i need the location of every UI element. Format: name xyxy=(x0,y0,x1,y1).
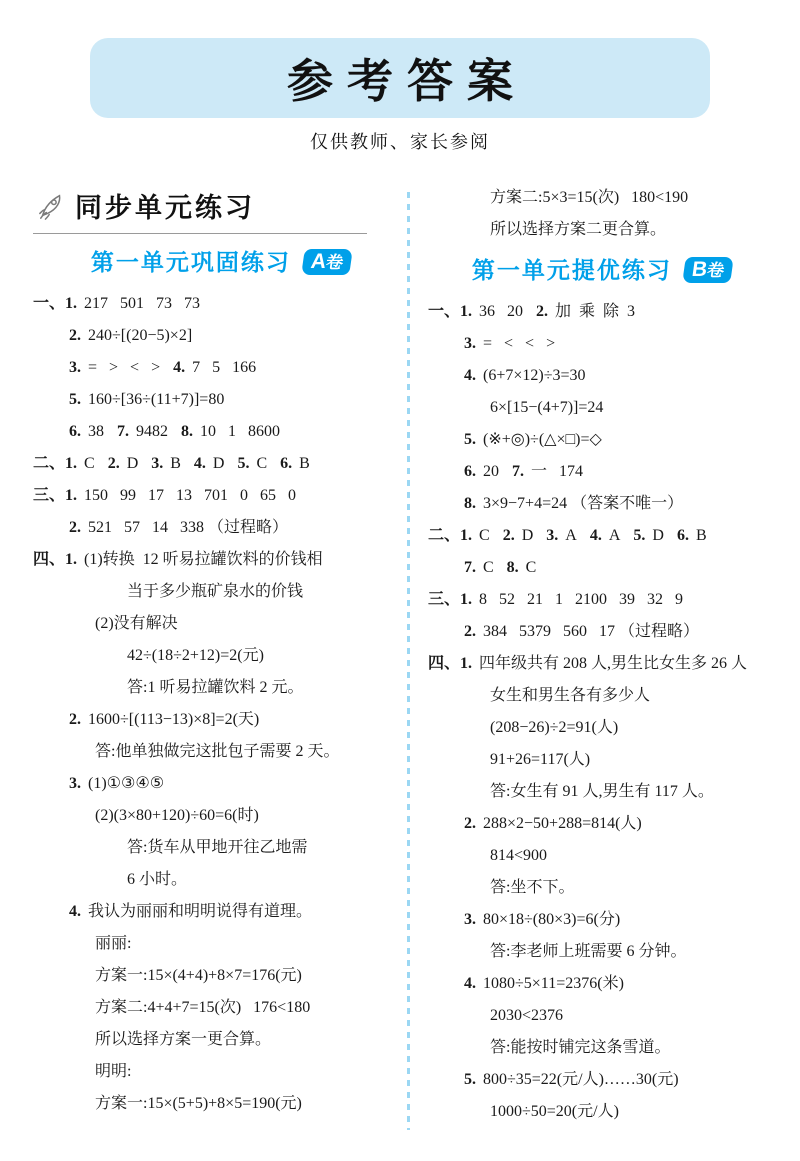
answer-number: 5. xyxy=(237,455,250,472)
answer-text: 四年级共有 208 人,男生比女生多 26 人 xyxy=(479,655,748,672)
answer-text: 答:能按时铺完这条雪道。 xyxy=(490,1039,671,1056)
answer-number: 6. xyxy=(464,463,476,480)
answer-text: 240÷[(20−5)×2] xyxy=(88,327,193,344)
section-header xyxy=(33,182,367,234)
answer-line xyxy=(428,616,776,648)
answer-number: 一、1. xyxy=(428,303,473,320)
answer-text: 答:1 听易拉罐饮料 2 元。 xyxy=(127,679,304,696)
unit-heading xyxy=(428,250,776,294)
answer-number: 二、1. xyxy=(33,455,78,472)
answer-text: = < < > xyxy=(483,335,556,352)
answer-text: 814<900 xyxy=(490,847,548,864)
answer-number: 8. xyxy=(464,495,476,512)
unit-heading xyxy=(33,242,409,286)
answer-line xyxy=(33,768,409,800)
answer-line xyxy=(33,800,409,832)
answer-line xyxy=(428,360,776,392)
answer-line xyxy=(428,744,776,776)
answer-number: 二、1. xyxy=(428,527,473,544)
answer-line xyxy=(428,182,776,214)
answer-number: 5. xyxy=(464,431,476,448)
usage-note: 仅供教师、家长参阅 xyxy=(310,132,490,152)
answer-number: 3. xyxy=(546,527,559,544)
answer-text: 2030<2376 xyxy=(490,1007,564,1024)
answer-line xyxy=(428,214,776,246)
answer-line xyxy=(428,936,776,968)
answer-number: 4. xyxy=(589,527,602,544)
answer-number: 四、1. xyxy=(428,655,473,672)
answer-text: 150 99 17 13 701 0 65 0 xyxy=(84,487,297,504)
unit-heading-title: 第一单元提优练习 xyxy=(471,257,672,283)
answer-line xyxy=(33,544,409,576)
right-column xyxy=(428,182,776,1128)
answer-line xyxy=(33,1056,409,1088)
answer-text: 3×9−7+4=24 （答案不唯一） xyxy=(483,495,684,512)
answer-text: 384 5379 560 17 （过程略） xyxy=(483,623,700,640)
answer-line xyxy=(33,960,409,992)
answer-text: C xyxy=(525,559,537,576)
answer-line xyxy=(428,1000,776,1032)
answer-line xyxy=(33,320,409,352)
answer-text: D xyxy=(212,455,225,472)
answer-text: 7 5 166 xyxy=(192,359,257,376)
answer-line xyxy=(428,1096,776,1128)
answer-number: 2. xyxy=(502,527,515,544)
answer-number: 2. xyxy=(107,455,120,472)
answer-text: (6+7×12)÷3=30 xyxy=(483,367,586,384)
answer-text: 加 乘 除 3 xyxy=(555,303,636,320)
answer-line xyxy=(33,704,409,736)
answer-line xyxy=(33,640,409,672)
answer-line xyxy=(428,456,776,488)
answer-text: 800÷35=22(元/人)……30(元) xyxy=(483,1071,679,1088)
answer-line xyxy=(428,808,776,840)
answer-text: C xyxy=(483,559,494,576)
answer-number: 3. xyxy=(151,455,164,472)
answer-text: 1080÷5×11=2376(米) xyxy=(483,975,624,992)
answer-line xyxy=(428,968,776,1000)
answer-number: 5. xyxy=(464,1071,476,1088)
answer-text: 160÷[36÷(11+7)]=80 xyxy=(88,391,225,408)
answer-number: 2. xyxy=(464,623,476,640)
answer-number: 8. xyxy=(181,423,193,440)
answer-line xyxy=(33,448,409,480)
answer-number: 三、1. xyxy=(33,487,78,504)
answer-text: 所以选择方案二更合算。 xyxy=(490,221,667,238)
answer-text: 方案一:15×(4+4)+8×7=176(元) xyxy=(95,967,302,984)
answer-text: D xyxy=(521,527,534,544)
answer-text: 一 174 xyxy=(531,463,584,480)
answer-line xyxy=(33,672,409,704)
answer-text: (1)①③④⑤ xyxy=(88,775,165,792)
answer-text: C xyxy=(84,455,95,472)
answer-line xyxy=(33,1024,409,1056)
answer-line xyxy=(428,648,776,680)
answer-line xyxy=(33,480,409,512)
answer-text: (208−26)÷2=91(人) xyxy=(490,719,619,736)
answer-text: 丽丽: xyxy=(95,935,132,952)
answer-number: 4. xyxy=(69,903,81,920)
answer-text: 10 1 8600 xyxy=(200,423,280,440)
answer-text: 所以选择方案一更合算。 xyxy=(95,1031,272,1048)
answer-line xyxy=(33,384,409,416)
answer-text: 当于多少瓶矿泉水的价钱 xyxy=(127,583,304,600)
answer-line xyxy=(428,392,776,424)
answer-text: 1000÷50=20(元/人) xyxy=(490,1103,619,1120)
answer-line xyxy=(33,288,409,320)
answer-number: 4. xyxy=(464,367,476,384)
answer-text: D xyxy=(126,455,139,472)
section-title: 同步单元练习 xyxy=(75,193,255,223)
answer-text: 女生和男生各有多少人 xyxy=(490,687,651,704)
answer-text: 1600÷[(113−13)×8]=2(天) xyxy=(88,711,260,728)
answer-text: A xyxy=(565,527,577,544)
left-column xyxy=(33,182,409,1120)
answer-number: 4. xyxy=(464,975,476,992)
answer-number: 7. xyxy=(117,423,129,440)
unit-heading-title: 第一单元巩固练习 xyxy=(90,249,291,275)
answer-line xyxy=(33,608,409,640)
right-answer-list xyxy=(428,182,776,1128)
answer-line xyxy=(33,576,409,608)
page-title: 参考答案 xyxy=(287,55,527,107)
answer-text: 明明: xyxy=(95,1063,132,1080)
answer-text: 80×18÷(80×3)=6(分) xyxy=(483,911,621,928)
answer-number: 2. xyxy=(69,327,81,344)
answer-text: B xyxy=(695,527,707,544)
answer-text: C xyxy=(256,455,268,472)
answer-number: 4. xyxy=(173,359,186,376)
answer-text: C xyxy=(479,527,490,544)
answer-line xyxy=(428,712,776,744)
answer-line xyxy=(33,1088,409,1120)
rocket-icon xyxy=(37,191,67,221)
answer-line xyxy=(428,552,776,584)
answer-text: 方案一:15×(5+5)+8×5=190(元) xyxy=(95,1095,302,1112)
answer-text: 答:他单独做完这批包子需要 2 天。 xyxy=(95,743,340,760)
answer-line xyxy=(428,328,776,360)
answer-text: (2)(3×80+120)÷60=6(时) xyxy=(95,807,259,824)
answer-line xyxy=(428,680,776,712)
answer-text: B xyxy=(170,455,181,472)
answer-line xyxy=(428,872,776,904)
answer-text: 方案二:5×3=15(次) 180<190 xyxy=(490,189,689,206)
answer-text: 521 57 14 338 （过程略） xyxy=(88,519,289,536)
answer-number: 四、1. xyxy=(33,551,78,568)
answer-number: 5. xyxy=(633,527,646,544)
answer-text: 我认为丽丽和明明说得有道理。 xyxy=(88,903,313,920)
answer-text: 42÷(18÷2+12)=2(元) xyxy=(127,647,264,664)
answer-text: B xyxy=(299,455,310,472)
answer-line xyxy=(428,520,776,552)
answer-line xyxy=(33,512,409,544)
answer-text: 91+26=117(人) xyxy=(490,751,591,768)
answer-number: 3. xyxy=(464,335,476,352)
answer-line xyxy=(428,424,776,456)
answer-number: 6. xyxy=(676,527,689,544)
answer-text: 6×[15−(4+7)]=24 xyxy=(490,399,604,416)
answer-line xyxy=(33,352,409,384)
page-title-banner xyxy=(90,38,710,118)
answer-line xyxy=(33,416,409,448)
answer-number: 8. xyxy=(506,559,519,576)
answer-number: 2. xyxy=(536,303,549,320)
answer-line xyxy=(33,832,409,864)
answer-number: 7. xyxy=(512,463,524,480)
answer-text: 288×2−50+288=814(人) xyxy=(483,815,642,832)
answer-line xyxy=(428,1032,776,1064)
answer-line xyxy=(428,1064,776,1096)
answer-text: A xyxy=(608,527,621,544)
answer-number: 3. xyxy=(69,775,81,792)
answer-number: 三、1. xyxy=(428,591,473,608)
answer-text: 8 52 21 1 2100 39 32 9 xyxy=(479,591,684,608)
answer-text: (1)转换 12 听易拉罐饮料的价钱相 xyxy=(84,551,323,568)
answer-number: 3. xyxy=(69,359,81,376)
answer-line xyxy=(33,864,409,896)
answer-number: 3. xyxy=(464,911,476,928)
paper-badge: B卷 xyxy=(682,257,734,283)
answer-text: 9482 xyxy=(136,423,168,440)
answer-line xyxy=(428,488,776,520)
answer-number: 5. xyxy=(69,391,81,408)
answer-line xyxy=(428,296,776,328)
answer-text: = > < > xyxy=(88,359,161,376)
answer-number: 一、1. xyxy=(33,295,78,312)
answer-line xyxy=(428,840,776,872)
answer-text: 6 小时。 xyxy=(127,871,188,888)
left-answer-list xyxy=(33,242,409,1120)
answer-line xyxy=(428,584,776,616)
answer-number: 2. xyxy=(69,519,81,536)
answer-text: D xyxy=(652,527,664,544)
answer-text: 答:女生有 91 人,男生有 117 人。 xyxy=(490,783,714,800)
answer-text: 36 20 xyxy=(479,303,524,320)
answer-text: (2)没有解决 xyxy=(95,615,178,632)
answer-number: 7. xyxy=(464,559,476,576)
answer-text: 方案二:4+4+7=15(次) 176<180 xyxy=(95,999,311,1016)
answer-number: 6. xyxy=(69,423,81,440)
answer-line xyxy=(428,904,776,936)
answer-line xyxy=(428,776,776,808)
answer-number: 2. xyxy=(69,711,81,728)
answer-text: 20 xyxy=(483,463,499,480)
answer-line xyxy=(33,928,409,960)
answer-number: 4. xyxy=(193,455,206,472)
answer-line xyxy=(33,896,409,928)
answer-text: 答:李老师上班需要 6 分钟。 xyxy=(490,943,687,960)
answer-text: (※+◎)÷(△×□)=◇ xyxy=(483,431,602,448)
answer-line xyxy=(33,992,409,1024)
answer-number: 6. xyxy=(280,455,293,472)
answer-text: 217 501 73 73 xyxy=(84,295,201,312)
answer-number: 2. xyxy=(464,815,476,832)
answer-text: 38 xyxy=(88,423,104,440)
paper-badge: A卷 xyxy=(301,249,353,275)
answer-text: 答:货车从甲地开往乙地需 xyxy=(127,839,308,856)
answer-line xyxy=(33,736,409,768)
answer-text: 答:坐不下。 xyxy=(490,879,575,896)
